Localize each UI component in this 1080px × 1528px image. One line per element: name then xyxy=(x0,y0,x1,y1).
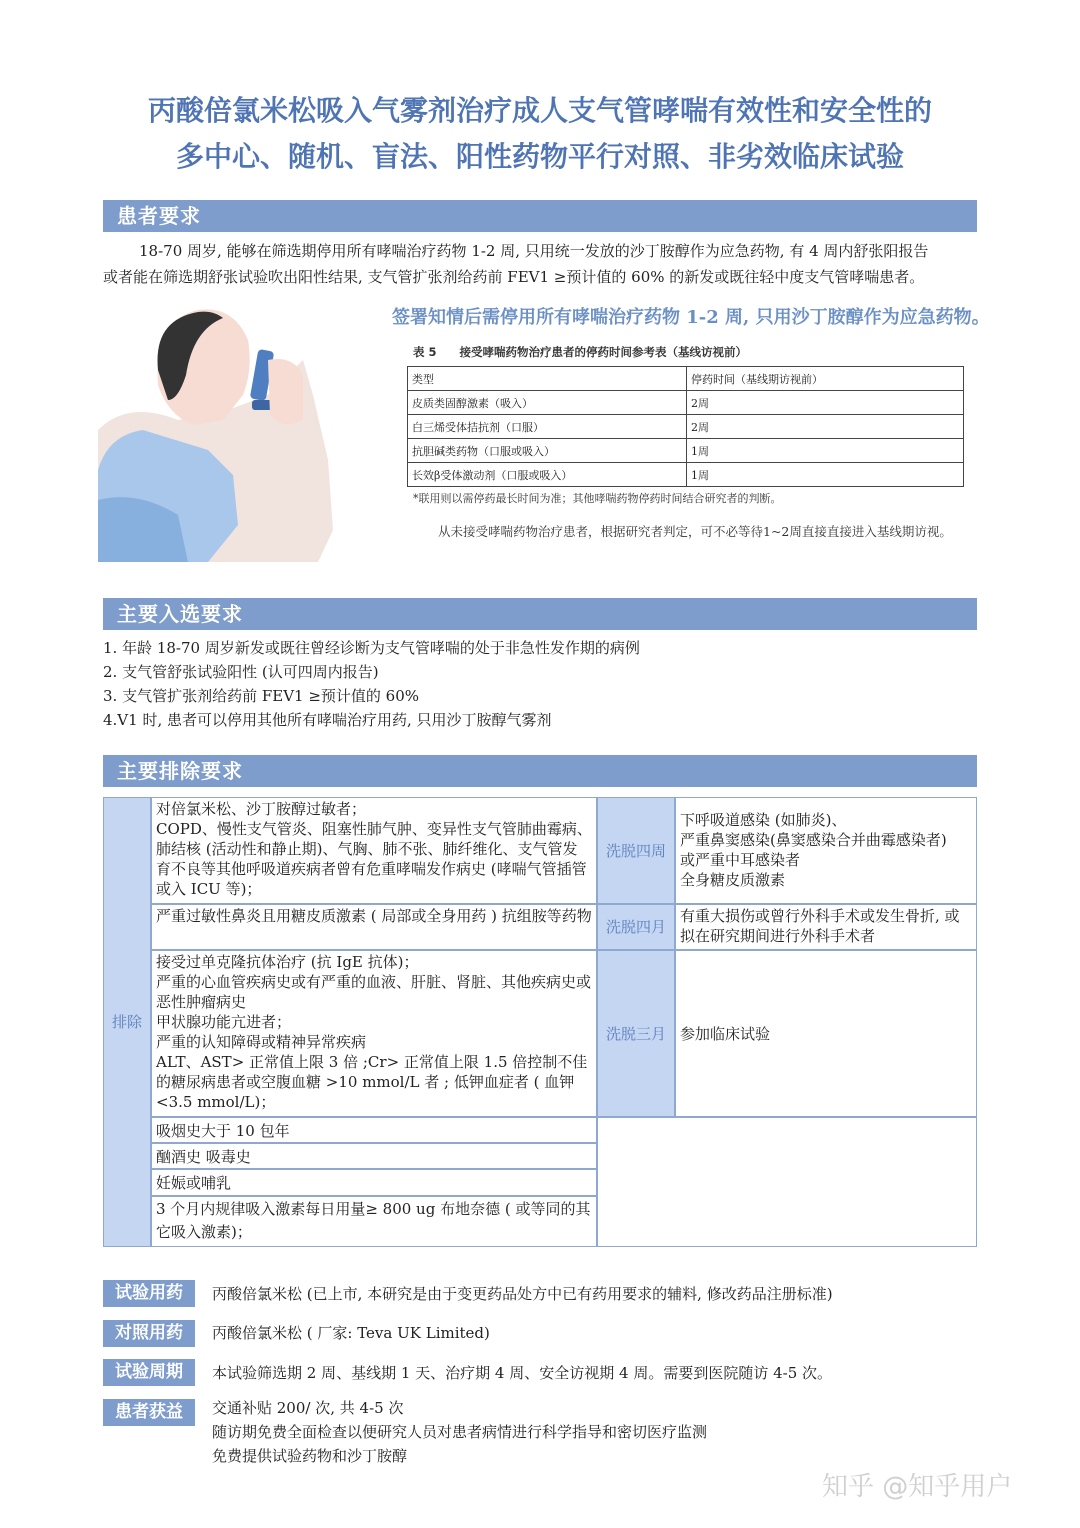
table5-cell: 抗胆碱类药物（口服或吸入） xyxy=(408,439,687,463)
list-item: 4.V1 时, 患者可以停用其他所有哮喘治疗用药, 只用沙丁胺醇气雾剂 xyxy=(103,711,552,729)
list-item: 1. 年龄 18-70 周岁新发或既往曾经诊断为支气管哮喘的处于非急性发作期的病例 xyxy=(103,639,640,657)
section-title: 主要入选要求 xyxy=(117,602,243,626)
info-text-test-drug: 丙酸倍氯米松 (已上市, 本研究是由于变更药品处方中已有药用要求的辅料, 修改药品注册标准) xyxy=(212,1285,833,1303)
list-item: 免费提供试验药物和沙丁胺醇 xyxy=(212,1447,408,1465)
info-label-control-drug: 对照用药 xyxy=(103,1320,195,1347)
info-label-period: 试验周期 xyxy=(103,1359,195,1386)
section-exclusion xyxy=(103,755,977,787)
table5-row xyxy=(408,415,964,439)
info-text-control-drug: 丙酸倍氯米松 ( 厂家: Teva UK Limited) xyxy=(212,1324,490,1342)
table5-row xyxy=(408,439,964,463)
exclusion-cell: 酗酒史 吸毒史 xyxy=(151,1143,597,1169)
table5-caption: 表 5 接受哮喘药物治疗患者的停药时间参考表（基线访视前） xyxy=(413,345,748,359)
list-item: 2. 支气管舒张试验阳性 (认可四周内报告) xyxy=(103,663,379,681)
patient-req-text: 18-70 周岁, 能够在筛选期停用所有哮喘治疗药物 1-2 周, 只用统一发放的沙丁胺醇作为应急药物, 有 4 周内舒张阳报告 或者能在筛选期舒张试验吹出阳性结果, 支气管扩张剂给药前 FEV1 ≥预计值的 60% 的新发或既往轻中度支气管哮喘患者。 xyxy=(103,242,929,286)
list-item: 3. 支气管扩张剂给药前 FEV1 ≥预计值的 60% xyxy=(103,687,420,705)
washout-label: 洗脱四周 xyxy=(597,797,675,904)
table5-header-row xyxy=(408,367,964,391)
inhaler-illustration xyxy=(98,300,338,562)
info-text-benefit xyxy=(212,1396,707,1468)
section-title: 患者要求 xyxy=(117,204,201,228)
table5-cell: 皮质类固醇激素（吸入） xyxy=(408,391,687,415)
table5-header: 停药时间（基线期访视前） xyxy=(687,367,964,391)
info-label-test-drug: 试验用药 xyxy=(103,1280,195,1307)
exclusion-cell: 对倍氯米松、沙丁胺醇过敏者； COPD、慢性支气管炎、阻塞性肺气肿、变异性支气管肺曲霉病、肺结核 (活动性和静止期)、气胸、肺不张、肺纤维化、支气管发育不良等其他呼吸道疾病者曾有危重哮喘发作病史 (哮喘气管插管或入 ICU 等)； xyxy=(151,797,597,904)
section-title: 主要排除要求 xyxy=(117,759,243,783)
washout-text: 下呼吸道感染 (如肺炎)、 严重鼻窦感染(鼻窦感染合并曲霉感染者) 或严重中耳感染者 全身糖皮质激素 xyxy=(675,797,977,904)
exclusion-cell: 3 个月内规律吸入激素每日用量≥ 800 ug 布地奈德 ( 或等同的其它吸入激素)； xyxy=(151,1196,597,1247)
page-title xyxy=(0,88,1080,180)
washout-text: 参加临床试验 xyxy=(675,950,977,1117)
info-label-benefit: 患者获益 xyxy=(103,1399,195,1426)
watermark: 知乎 @知乎用户 xyxy=(822,1472,1013,1502)
table5-row xyxy=(408,463,964,487)
section-patient-req xyxy=(103,200,977,232)
washout-label: 洗脱三月 xyxy=(597,950,675,1117)
exclusion-side-label: 排除 xyxy=(103,797,151,1247)
table5-cell: 白三烯受体拮抗剂（口服） xyxy=(408,415,687,439)
list-item: 随访期免费全面检查以便研究人员对患者病情进行科学指导和密切医疗监测 xyxy=(212,1423,708,1441)
title-line-2: 多中心、随机、盲法、阳性药物平行对照、非劣效临床试验 xyxy=(175,140,904,173)
exclusion-cell: 严重过敏性鼻炎且用糖皮质激素 ( 局部或全身用药 ) 抗组胺等药物 xyxy=(151,904,597,950)
washout-label: 洗脱四月 xyxy=(597,904,675,950)
exclusion-table xyxy=(103,797,977,1247)
table5 xyxy=(407,366,964,487)
table5-header: 类型 xyxy=(408,367,687,391)
table5-cell: 2周 xyxy=(687,415,964,439)
highlight-text: 签署知情后需停用所有哮喘治疗药物 1-2 周, 只用沙丁胺醇作为应急药物。 xyxy=(392,307,990,328)
exclusion-cell: 吸烟史大于 10 包年 xyxy=(151,1117,597,1143)
table5-note: *联用则以需停药最长时间为准；其他哮喘药物停药时间结合研究者的判断。 xyxy=(413,492,782,505)
empty-cell xyxy=(597,1117,977,1247)
table5-cell: 1周 xyxy=(687,439,964,463)
section-inclusion xyxy=(103,598,977,630)
washout-text: 有重大损伤或曾行外科手术或发生骨折, 或拟在研究期间进行外科手术者 xyxy=(675,904,977,950)
table5-cell: 2周 xyxy=(687,391,964,415)
exclusion-cell: 接受过单克隆抗体治疗 (抗 IgE 抗体)； 严重的心血管疾病史或有严重的血液、肝脏、肾脏、其他疾病史或恶性肿瘤病史 甲状腺功能亢进者； 严重的认知障碍或精神异常疾病 ALT、AST> 正常值上限 3 倍 ;Cr> 正常值上限 1.5 倍控制不佳的糖尿病患者或空腹血糖 >10 mmol/L 者 ; 低钾血症者 ( 血钾 <3.5 mmol/L)； xyxy=(151,950,597,1117)
list-item: 交通补贴 200/ 次, 共 4-5 次 xyxy=(212,1399,404,1417)
table5-paragraph: 从未接受哮喘药物治疗患者，根据研究者判定，可不必等待1~2周直接直接进入基线期访视。 xyxy=(438,524,952,539)
table5-cell: 1周 xyxy=(687,463,964,487)
title-line-1: 丙酸倍氯米松吸入气雾剂治疗成人支气管哮喘有效性和安全性的 xyxy=(147,94,932,127)
exclusion-cell: 妊娠或哺乳 xyxy=(151,1169,597,1196)
inclusion-list xyxy=(103,636,640,732)
info-text-period: 本试验筛选期 2 周、基线期 1 天、治疗期 4 周、安全访视期 4 周。需要到医院随访 4-5 次。 xyxy=(212,1364,833,1382)
table5-cell: 长效β受体激动剂（口服或吸入） xyxy=(408,463,687,487)
table5-row xyxy=(408,391,964,415)
